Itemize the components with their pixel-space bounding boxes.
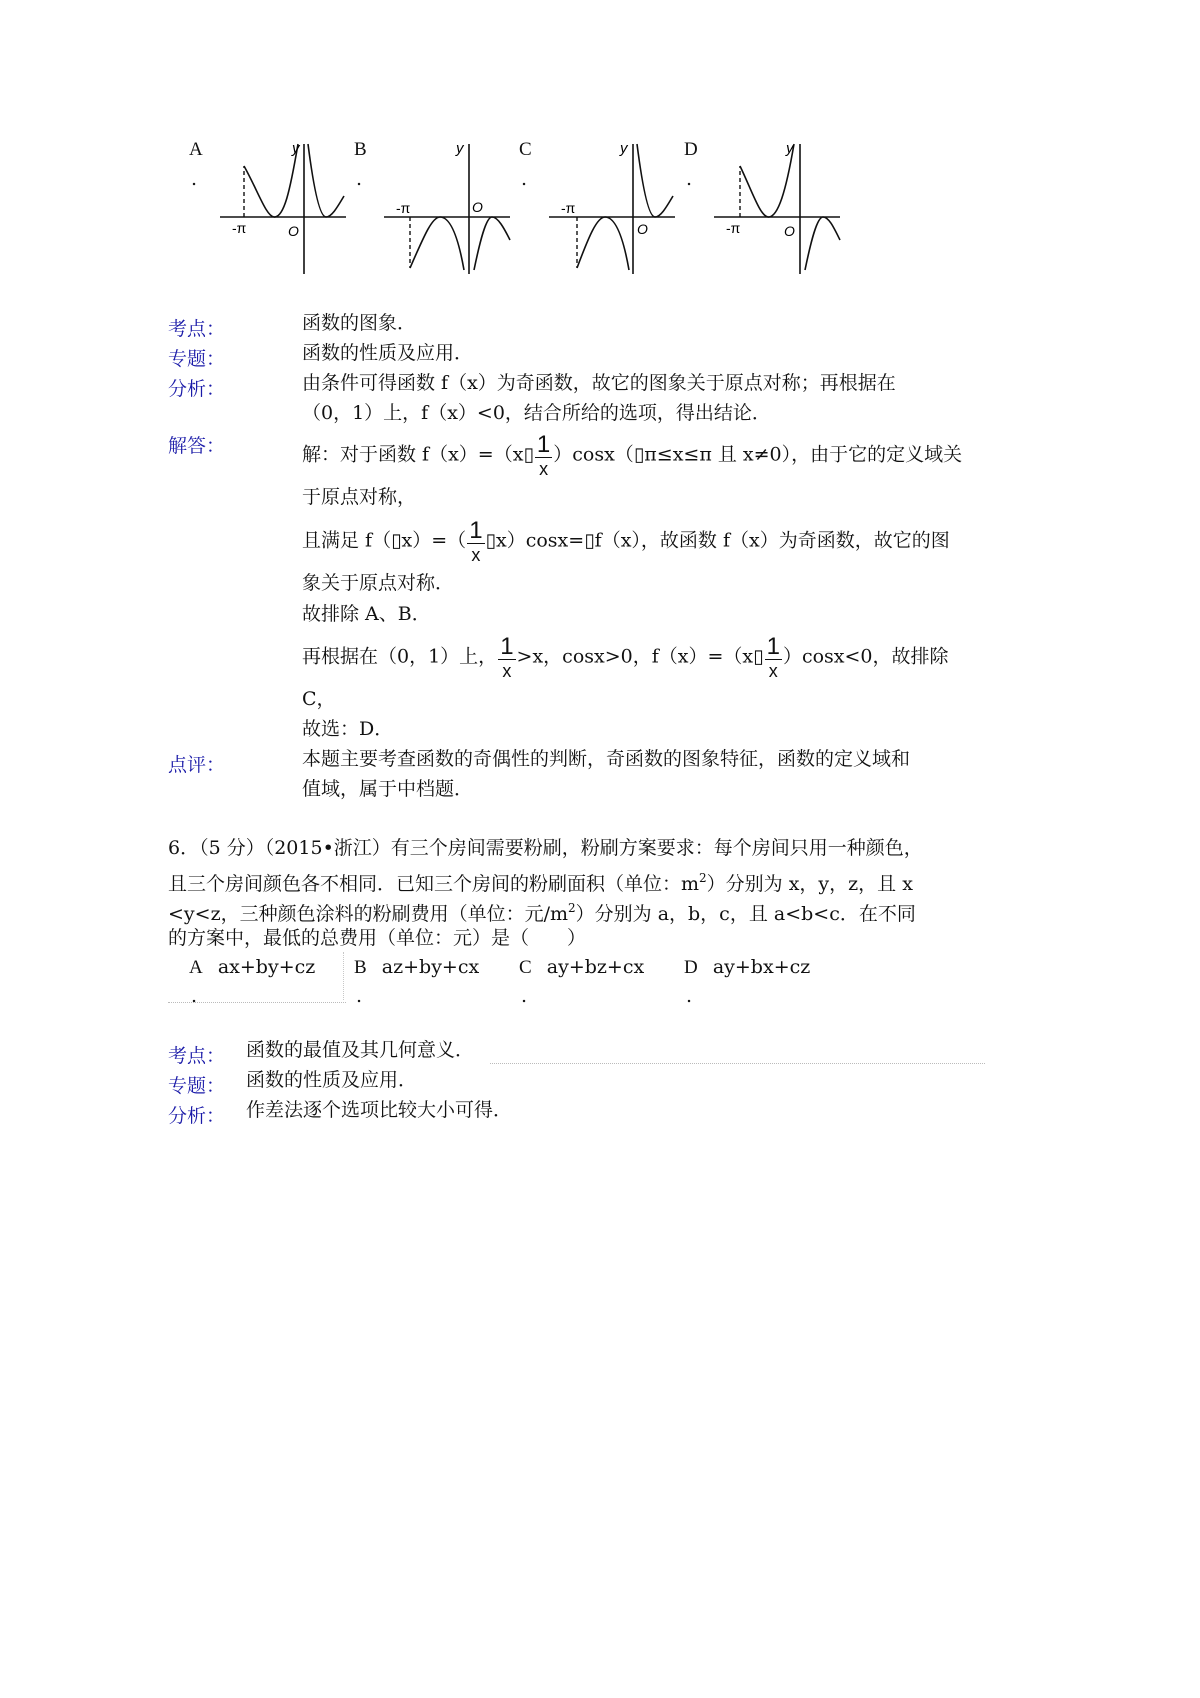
q6-zhuanti-text: 函数的性质及应用． bbox=[246, 1069, 418, 1091]
option-dot: . bbox=[521, 168, 528, 190]
jieda-line-5: 故排除 A、B． bbox=[302, 603, 431, 625]
q6-option-b bbox=[354, 952, 479, 982]
option-dot: . bbox=[356, 985, 363, 1007]
jieda-line-6 bbox=[302, 635, 949, 680]
text: ）cosx<0，故排除 bbox=[782, 645, 949, 668]
text: ）分别为 x，y，z，且 x bbox=[706, 873, 913, 895]
missing-glyph: ▯ bbox=[523, 443, 534, 466]
fenxi-label: 分析： bbox=[168, 378, 226, 400]
frac-num: 1 bbox=[469, 517, 483, 544]
option-letter: B bbox=[354, 957, 367, 978]
option-dot: . bbox=[191, 985, 198, 1007]
superscript: 2 bbox=[699, 871, 707, 885]
text: π≤x≤π 且 x≠0），由于它的定义域关 bbox=[644, 443, 963, 466]
frac-den: x bbox=[539, 459, 549, 479]
jieda-line-1 bbox=[302, 433, 962, 478]
text: x）=（ bbox=[401, 529, 467, 552]
missing-glyph: ▯ bbox=[633, 443, 645, 466]
neg-pi-label: -π bbox=[726, 220, 741, 236]
dianping-line-2: 值域，属于中档题． bbox=[302, 778, 474, 800]
fraction bbox=[467, 519, 484, 564]
text: 再根据在（0，1）上， bbox=[302, 645, 498, 668]
jieda-line-8: 故选：D． bbox=[302, 718, 394, 740]
q6-kaodian-text: 函数的最值及其几何意义． bbox=[246, 1039, 475, 1061]
jieda-line-3 bbox=[302, 519, 950, 564]
neg-pi-label: -π bbox=[232, 220, 247, 236]
y-axis-label: y bbox=[456, 140, 464, 157]
option-letter: A bbox=[189, 139, 203, 160]
q6-option-d bbox=[684, 952, 810, 982]
option-dot: . bbox=[521, 985, 528, 1007]
frac-den: x bbox=[502, 661, 512, 681]
missing-glyph: ▯ bbox=[485, 529, 497, 552]
neg-pi-label: -π bbox=[396, 200, 411, 216]
text: ）cosx（ bbox=[553, 443, 634, 466]
graph-d bbox=[712, 136, 842, 276]
jieda-line-4: 象关于原点对称． bbox=[302, 572, 455, 594]
option-text: ay+bz+cx bbox=[546, 956, 645, 978]
q6-fenxi-text: 作差法逐个选项比较大小可得． bbox=[246, 1099, 513, 1121]
missing-glyph: ▯ bbox=[584, 529, 595, 552]
fenxi-line-2: （0，1）上，f（x）<0，结合所给的选项，得出结论． bbox=[302, 402, 771, 424]
y-axis-label: y bbox=[786, 140, 794, 157]
fraction bbox=[765, 635, 782, 680]
frac-num: 1 bbox=[766, 633, 780, 660]
text: 且满足 f（ bbox=[302, 529, 392, 552]
text: ）分别为 a，b，c，且 a<b<c．在不同 bbox=[575, 903, 916, 925]
graph-c bbox=[547, 136, 677, 276]
option-text: az+by+cx bbox=[381, 956, 480, 978]
neg-pi-label: -π bbox=[561, 200, 576, 216]
kaodian-label: 考点： bbox=[168, 318, 226, 340]
jieda-line-2: 于原点对称， bbox=[302, 486, 417, 508]
origin-label: O bbox=[784, 223, 795, 239]
dotted-rule bbox=[490, 1063, 985, 1064]
graph-b bbox=[382, 136, 512, 276]
option-letter: A bbox=[189, 957, 203, 978]
jieda-line-7: C， bbox=[302, 688, 336, 710]
q6-option-c bbox=[519, 952, 644, 982]
origin-label: O bbox=[637, 221, 648, 237]
fraction bbox=[498, 635, 515, 680]
frac-den: x bbox=[768, 661, 778, 681]
kaodian-text: 函数的图象． bbox=[302, 312, 417, 334]
graph-a bbox=[218, 136, 348, 276]
y-axis-label: y bbox=[620, 140, 628, 157]
option-letter: B bbox=[354, 139, 367, 160]
text: 解：对于函数 f（x）=（x bbox=[302, 443, 524, 466]
option-letter: C bbox=[519, 139, 532, 160]
q6-zhuanti-label: 专题： bbox=[168, 1075, 226, 1097]
dianping-line-1: 本题主要考查函数的奇偶性的判断，奇函数的图象特征，函数的定义域和 bbox=[302, 748, 911, 770]
jieda-label: 解答： bbox=[168, 435, 226, 457]
superscript: 2 bbox=[568, 901, 576, 915]
option-dot: . bbox=[686, 985, 693, 1007]
text: >x，cosx>0，f（x）=（x bbox=[516, 645, 754, 668]
option-text: ax+by+cz bbox=[217, 956, 316, 978]
origin-label: O bbox=[472, 199, 483, 215]
zhuanti-label: 专题： bbox=[168, 348, 226, 370]
q6-fenxi-label: 分析： bbox=[168, 1105, 226, 1127]
fraction bbox=[535, 433, 552, 478]
option-dot: . bbox=[686, 168, 693, 190]
option-letter: D bbox=[684, 957, 698, 978]
option-text: ay+bx+cz bbox=[712, 956, 811, 978]
missing-glyph: ▯ bbox=[753, 645, 764, 668]
option-letter: D bbox=[684, 139, 698, 160]
option-separator bbox=[343, 952, 344, 1000]
text: f（x），故函数 f（x）为奇函数，故它的图 bbox=[594, 529, 950, 552]
q6-stem-line-4: 的方案中，最低的总费用（单位：元）是（ ） bbox=[168, 927, 587, 949]
option-underline bbox=[168, 1002, 346, 1003]
option-letter: C bbox=[519, 957, 532, 978]
option-dot: . bbox=[191, 168, 198, 190]
frac-num: 1 bbox=[536, 431, 551, 458]
option-dot: . bbox=[356, 168, 363, 190]
q6-kaodian-label: 考点： bbox=[168, 1045, 226, 1067]
q6-stem-line-1: 6．（5 分）（2015•浙江）有三个房间需要粉刷，粉刷方案要求：每个房间只用一种颜色， bbox=[168, 837, 923, 859]
fenxi-line-1: 由条件可得函数 f（x）为奇函数，故它的图象关于原点对称；再根据在 bbox=[302, 372, 896, 394]
frac-den: x bbox=[471, 545, 481, 565]
zhuanti-text: 函数的性质及应用． bbox=[302, 342, 474, 364]
text: 且三个房间颜色各不相同．已知三个房间的粉刷面积（单位：m bbox=[168, 873, 700, 895]
dianping-label: 点评： bbox=[168, 754, 226, 776]
origin-label: O bbox=[288, 223, 299, 239]
text: x）cosx= bbox=[496, 529, 585, 552]
q6-option-a bbox=[189, 952, 315, 982]
text: <y<z，三种颜色涂料的粉刷费用（单位：元/m bbox=[168, 903, 569, 925]
frac-num: 1 bbox=[500, 633, 514, 660]
y-axis-label: y bbox=[292, 140, 300, 157]
missing-glyph: ▯ bbox=[391, 529, 402, 552]
